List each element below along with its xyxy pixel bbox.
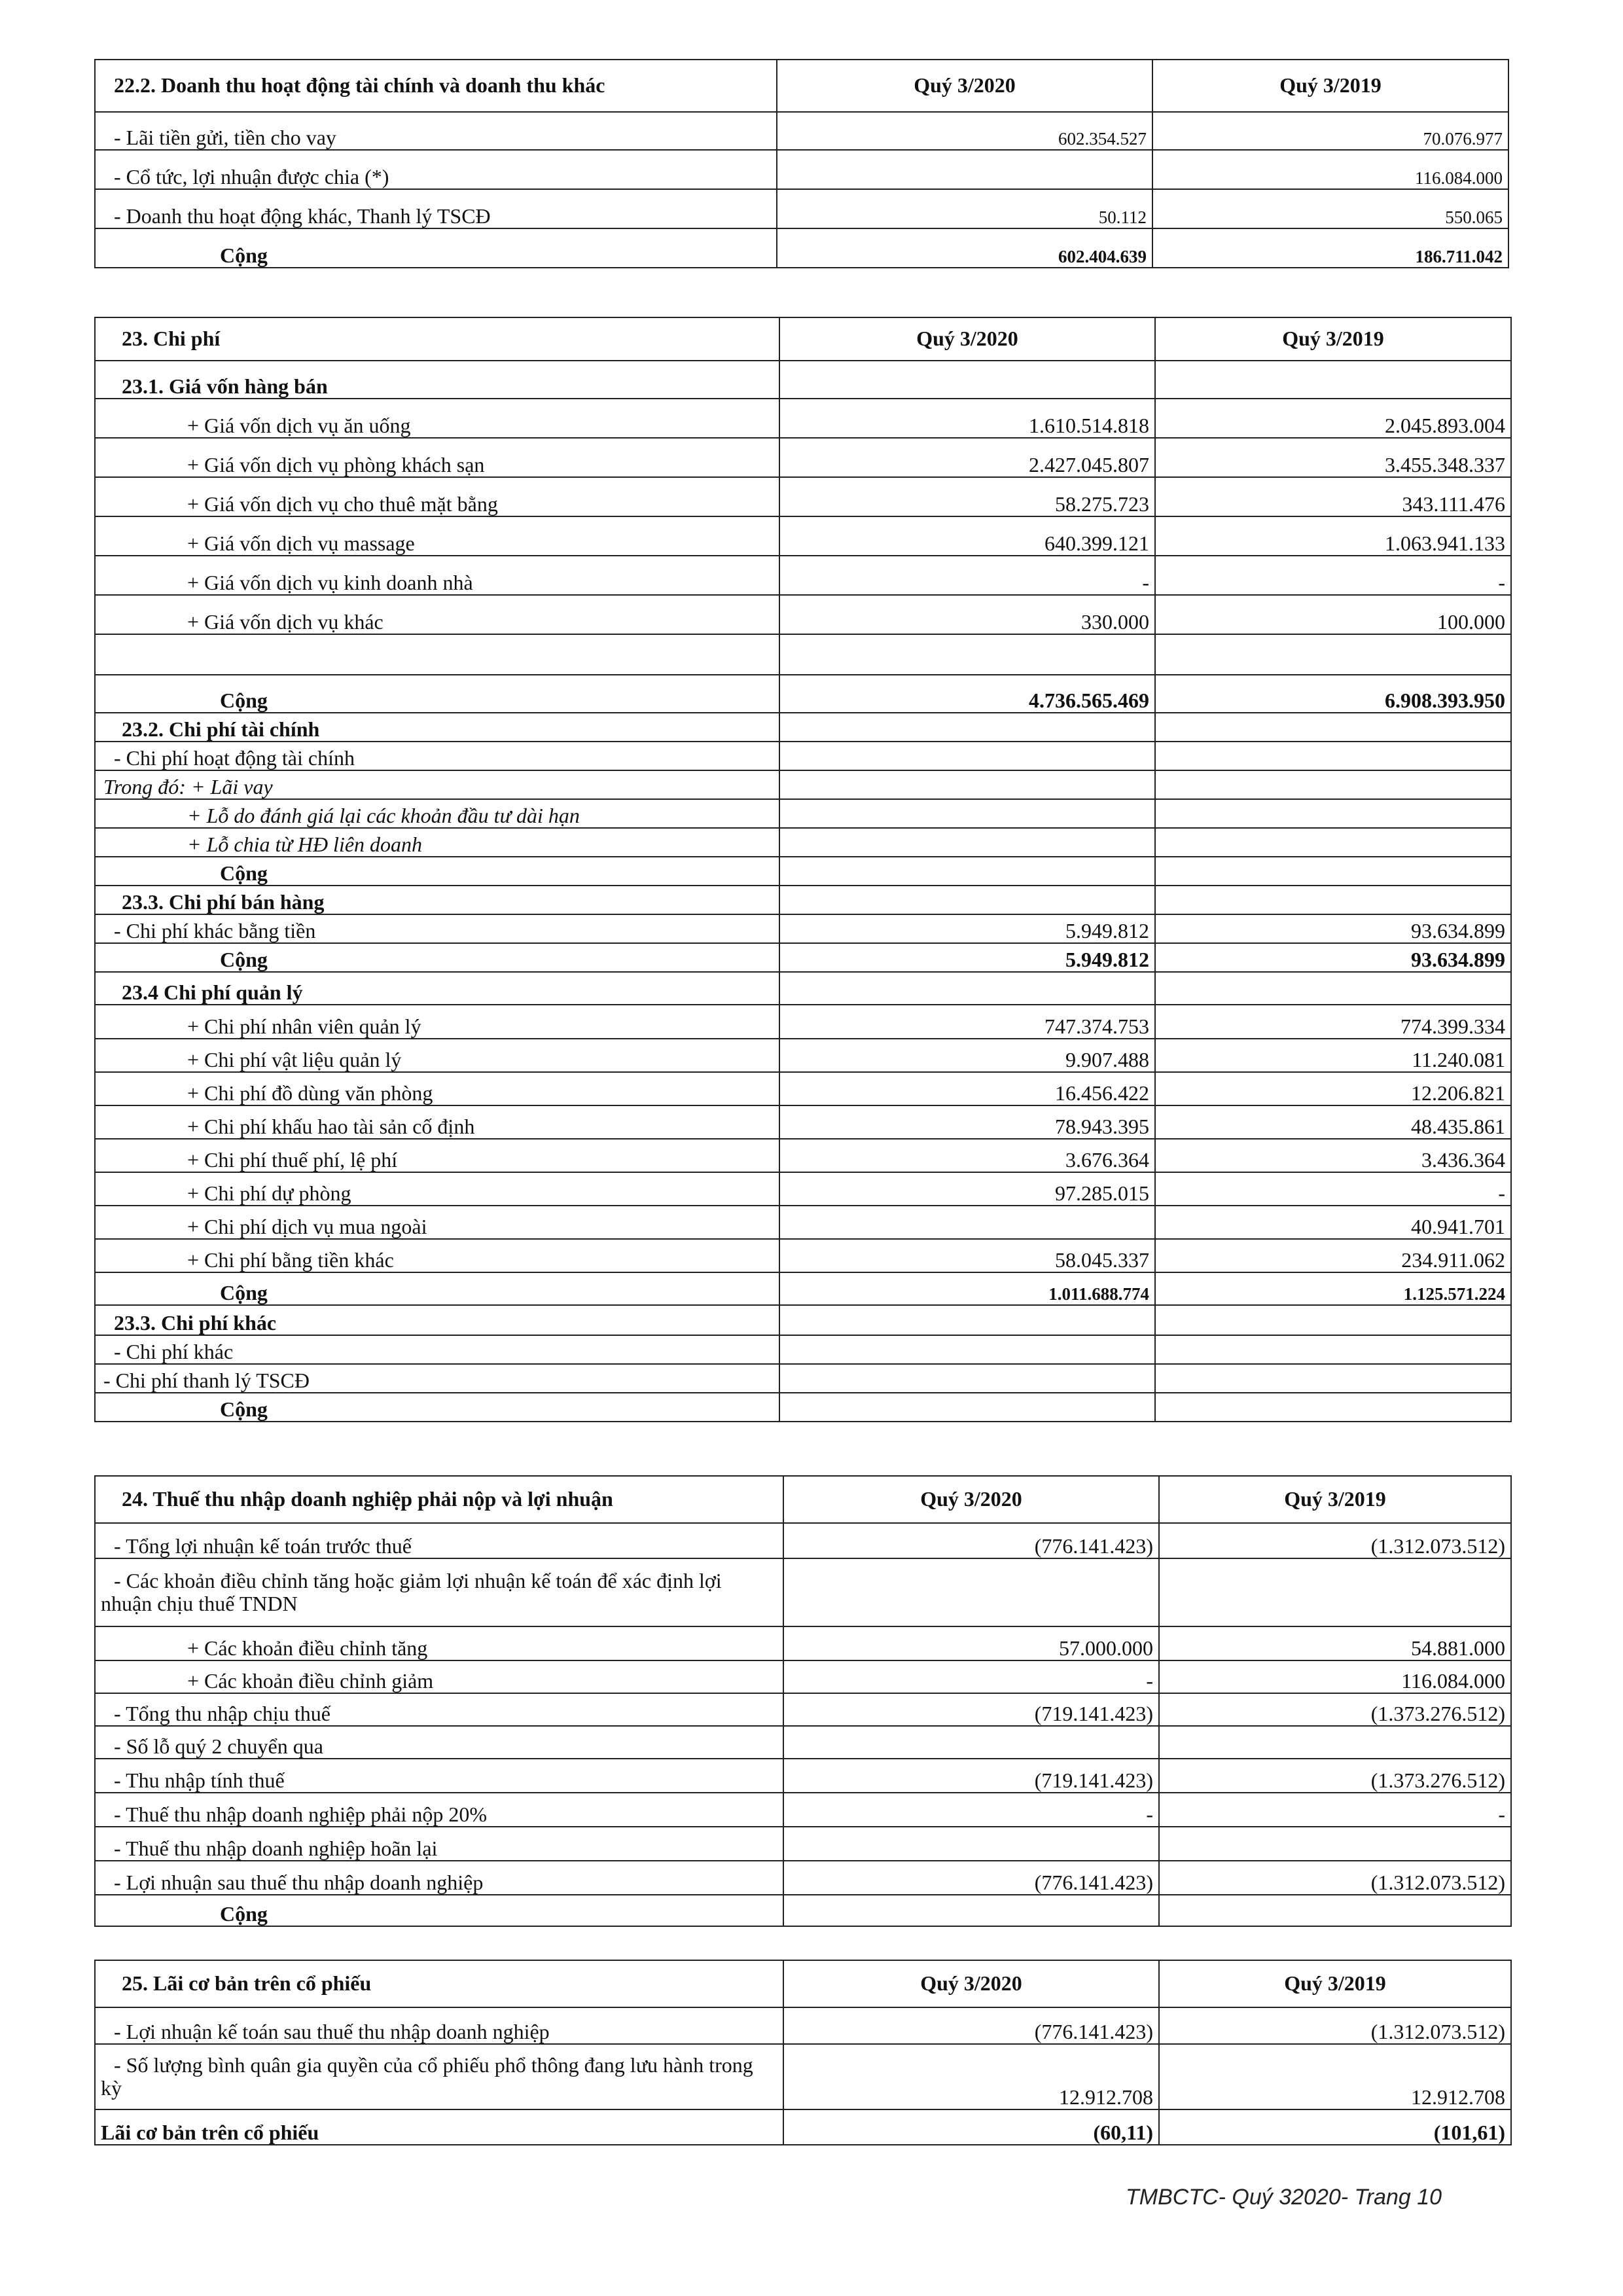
row-label: + Các khoản điều chỉnh giảm: [95, 1660, 783, 1693]
row-label: - Các khoản điều chỉnh tăng hoặc giảm lợi nhuận kế toán để xác định lợi nhuận chịu thuế TNDN: [95, 1558, 783, 1626]
total-row: [95, 1272, 1511, 1305]
column-header: Quý 3/2019: [1159, 1960, 1511, 2007]
row-label: - Chi phí khác: [95, 1335, 779, 1364]
value-2020: 12.912.708: [783, 2044, 1159, 2109]
row-label: + Chi phí dịch vụ mua ngoài: [95, 1206, 779, 1239]
row-label: + Giá vốn dịch vụ cho thuê mặt bằng: [95, 477, 779, 516]
total-row: [95, 1895, 1511, 1926]
subsection-title: 23.4 Chi phí quản lý: [95, 972, 779, 1005]
page-footer: TMBCTC- Quý 32020- Trang 10: [1126, 2185, 1442, 2210]
table-row: [95, 2109, 1511, 2145]
value-2020: -: [779, 556, 1155, 595]
table-row: [95, 1759, 1511, 1793]
value-2019: 116.084.000: [1152, 150, 1508, 189]
row-label: + Chi phí đồ dùng văn phòng: [95, 1072, 779, 1105]
value-2020: (60,11): [783, 2109, 1159, 2145]
value-2019: 3.455.348.337: [1155, 438, 1511, 477]
table-row: [95, 477, 1511, 516]
total-row: [95, 675, 1511, 713]
table-row: [95, 1105, 1511, 1139]
value-2020: [779, 1206, 1155, 1239]
table-row: [95, 2007, 1511, 2044]
value-2019: 343.111.476: [1155, 477, 1511, 516]
table-22-2: [94, 59, 1509, 268]
total-label: Cộng: [95, 1272, 779, 1305]
value-2020: 1.610.514.818: [779, 399, 1155, 438]
value-2019: [1159, 1726, 1511, 1759]
value-2020: [783, 1827, 1159, 1861]
row-label: + Chi phí vật liệu quản lý: [95, 1039, 779, 1072]
value-2019: (1.312.073.512): [1159, 1523, 1511, 1558]
total-2020: 602.404.639: [777, 228, 1152, 268]
row-label: + Giá vốn dịch vụ massage: [95, 516, 779, 556]
row-label: - Doanh thu hoạt động khác, Thanh lý TSCĐ: [95, 189, 777, 228]
value-2019: -: [1155, 1172, 1511, 1206]
table-row: [95, 914, 1511, 943]
value-2020: 640.399.121: [779, 516, 1155, 556]
table-row: [95, 1005, 1511, 1039]
value-2019: 11.240.081: [1155, 1039, 1511, 1072]
value-2020: 9.907.488: [779, 1039, 1155, 1072]
row-label: + Giá vốn dịch vụ ăn uống: [95, 399, 779, 438]
value-2020: 16.456.422: [779, 1072, 1155, 1105]
row-label: + Giá vốn dịch vụ khác: [95, 595, 779, 634]
value-2020: [777, 150, 1152, 189]
value-2020: 5.949.812: [779, 914, 1155, 943]
row-label: - Số lượng bình quân gia quyền của cổ phiếu phổ thông đang lưu hành trong kỳ: [95, 2044, 783, 2109]
total-label: Cộng: [95, 857, 779, 886]
row-label: - Lợi nhuận sau thuế thu nhập doanh nghiệp: [95, 1861, 783, 1895]
row-label: + Chi phí nhân viên quản lý: [95, 1005, 779, 1039]
column-header: Quý 3/2019: [1159, 1476, 1511, 1523]
value-2019: 93.634.899: [1155, 914, 1511, 943]
value-2020: 57.000.000: [783, 1626, 1159, 1660]
value-2019: 54.881.000: [1159, 1626, 1511, 1660]
value-2019: -: [1155, 556, 1511, 595]
value-2019: 550.065: [1152, 189, 1508, 228]
value-2019: 12.206.821: [1155, 1072, 1511, 1105]
value-2019: 234.911.062: [1155, 1239, 1511, 1272]
row-label: + Chi phí thuế phí, lệ phí: [95, 1139, 779, 1172]
table-row: [95, 1726, 1511, 1759]
value-2020: 330.000: [779, 595, 1155, 634]
total-label: Cộng: [95, 228, 777, 268]
total-label: Cộng: [95, 943, 779, 972]
table-row: [95, 438, 1511, 477]
table-row: [95, 556, 1511, 595]
section-title: 25. Lãi cơ bản trên cổ phiếu: [95, 1960, 783, 2007]
value-2020: -: [783, 1660, 1159, 1693]
row-label: + Lỗ chia từ HĐ liên doanh: [95, 828, 779, 857]
row-label: - Chi phí hoạt động tài chính: [95, 742, 779, 770]
row-label: - Chi phí thanh lý TSCĐ: [95, 1364, 779, 1393]
value-2019: 70.076.977: [1152, 112, 1508, 150]
value-2019: [1159, 1827, 1511, 1861]
table-23: [94, 317, 1512, 1422]
table-row: [95, 1239, 1511, 1272]
table-row: [95, 595, 1511, 634]
value-2020: 78.943.395: [779, 1105, 1155, 1139]
value-2019: -: [1159, 1793, 1511, 1827]
table-row: [95, 1206, 1511, 1239]
table-row: [95, 399, 1511, 438]
subsection-title: 23.3. Chi phí bán hàng: [95, 886, 779, 914]
table-row: [95, 1827, 1511, 1861]
row-label: + Giá vốn dịch vụ phòng khách sạn: [95, 438, 779, 477]
value-2020: [783, 1726, 1159, 1759]
value-2020: (776.141.423): [783, 2007, 1159, 2044]
total-label: Cộng: [95, 1895, 783, 1926]
row-label: - Lãi tiền gửi, tiền cho vay: [95, 112, 777, 150]
row-label: - Chi phí khác bằng tiền: [95, 914, 779, 943]
table-row: [95, 112, 1508, 150]
value-2020: 50.112: [777, 189, 1152, 228]
total-label: Cộng: [95, 1393, 779, 1422]
table-row: [95, 2044, 1511, 2109]
table-row: [95, 150, 1508, 189]
value-2020: (719.141.423): [783, 1693, 1159, 1726]
column-header: Quý 3/2020: [779, 317, 1155, 361]
value-2019: (1.312.073.512): [1159, 1861, 1511, 1895]
total-row: [95, 228, 1508, 268]
subsection-title: 23.3. Chi phí khác: [95, 1305, 779, 1335]
subsection-title: 23.1. Giá vốn hàng bán: [95, 361, 779, 399]
section-title: 23. Chi phí: [95, 317, 779, 361]
column-header: Quý 3/2019: [1152, 60, 1508, 112]
total-2019: 93.634.899: [1155, 943, 1511, 972]
value-2019: 3.436.364: [1155, 1139, 1511, 1172]
value-2019: (1.373.276.512): [1159, 1693, 1511, 1726]
row-label: - Thuế thu nhập doanh nghiệp phải nộp 20%: [95, 1793, 783, 1827]
table-24: [94, 1475, 1512, 1927]
value-2020: (776.141.423): [783, 1861, 1159, 1895]
column-header: Quý 3/2020: [777, 60, 1152, 112]
row-label: - Số lỗ quý 2 chuyển qua: [95, 1726, 783, 1759]
row-label: - Tổng thu nhập chịu thuế: [95, 1693, 783, 1726]
value-2020: 602.354.527: [777, 112, 1152, 150]
value-2019: 48.435.861: [1155, 1105, 1511, 1139]
row-label: + Chi phí bằng tiền khác: [95, 1239, 779, 1272]
value-2019: 40.941.701: [1155, 1206, 1511, 1239]
row-label: + Chi phí khấu hao tài sản cố định: [95, 1105, 779, 1139]
section-title: 22.2. Doanh thu hoạt động tài chính và doanh thu khác: [95, 60, 777, 112]
value-2020: (719.141.423): [783, 1759, 1159, 1793]
total-2019: 6.908.393.950: [1155, 675, 1511, 713]
row-label: Trong đó: + Lãi vay: [95, 770, 779, 799]
table-row: [95, 516, 1511, 556]
value-2019: (1.373.276.512): [1159, 1759, 1511, 1793]
value-2019: 116.084.000: [1159, 1660, 1511, 1693]
row-label: + Giá vốn dịch vụ kinh doanh nhà: [95, 556, 779, 595]
row-label: - Thu nhập tính thuế: [95, 1759, 783, 1793]
column-header: Quý 3/2020: [783, 1476, 1159, 1523]
total-2020: 4.736.565.469: [779, 675, 1155, 713]
row-label: - Tổng lợi nhuận kế toán trước thuế: [95, 1523, 783, 1558]
value-2019: 12.912.708: [1159, 2044, 1511, 2109]
value-2020: 58.045.337: [779, 1239, 1155, 1272]
row-label: Lãi cơ bản trên cổ phiếu: [95, 2109, 783, 2145]
value-2020: 58.275.723: [779, 477, 1155, 516]
total-2020: 5.949.812: [779, 943, 1155, 972]
value-2019: 100.000: [1155, 595, 1511, 634]
table-row: [95, 1523, 1511, 1558]
table-row: [95, 1660, 1511, 1693]
row-label: + Các khoản điều chỉnh tăng: [95, 1626, 783, 1660]
value-2019: 1.063.941.133: [1155, 516, 1511, 556]
total-2020: 1.011.688.774: [779, 1272, 1155, 1305]
table-row: [95, 1793, 1511, 1827]
table-row: [95, 1693, 1511, 1726]
total-2019: 186.711.042: [1152, 228, 1508, 268]
table-row: [95, 1626, 1511, 1660]
table-row: [95, 189, 1508, 228]
value-2019: (101,61): [1159, 2109, 1511, 2145]
value-2020: 97.285.015: [779, 1172, 1155, 1206]
table-25: [94, 1960, 1512, 2145]
value-2020: (776.141.423): [783, 1523, 1159, 1558]
value-2019: (1.312.073.512): [1159, 2007, 1511, 2044]
row-label: - Thuế thu nhập doanh nghiệp hoãn lại: [95, 1827, 783, 1861]
value-2020: 747.374.753: [779, 1005, 1155, 1039]
subsection-title: 23.2. Chi phí tài chính: [95, 713, 779, 742]
value-2019: 2.045.893.004: [1155, 399, 1511, 438]
row-label: + Chi phí dự phòng: [95, 1172, 779, 1206]
table-row: [95, 1139, 1511, 1172]
table-row: [95, 1172, 1511, 1206]
table-row: [95, 1861, 1511, 1895]
table-row: [95, 1072, 1511, 1105]
table-row: [95, 1039, 1511, 1072]
row-label: - Cổ tức, lợi nhuận được chia (*): [95, 150, 777, 189]
total-row: [95, 943, 1511, 972]
value-2019: 774.399.334: [1155, 1005, 1511, 1039]
column-header: Quý 3/2020: [783, 1960, 1159, 2007]
row-label: - Lợi nhuận kế toán sau thuế thu nhập doanh nghiệp: [95, 2007, 783, 2044]
total-2019: 1.125.571.224: [1155, 1272, 1511, 1305]
section-title: 24. Thuế thu nhập doanh nghiệp phải nộp và lợi nhuận: [95, 1476, 783, 1523]
row-label: + Lỗ do đánh giá lại các khoản đầu tư dài hạn: [95, 799, 779, 828]
table-row: [95, 1558, 1511, 1626]
total-label: Cộng: [95, 675, 779, 713]
column-header: Quý 3/2019: [1155, 317, 1511, 361]
value-2020: 3.676.364: [779, 1139, 1155, 1172]
value-2020: -: [783, 1793, 1159, 1827]
value-2020: 2.427.045.807: [779, 438, 1155, 477]
